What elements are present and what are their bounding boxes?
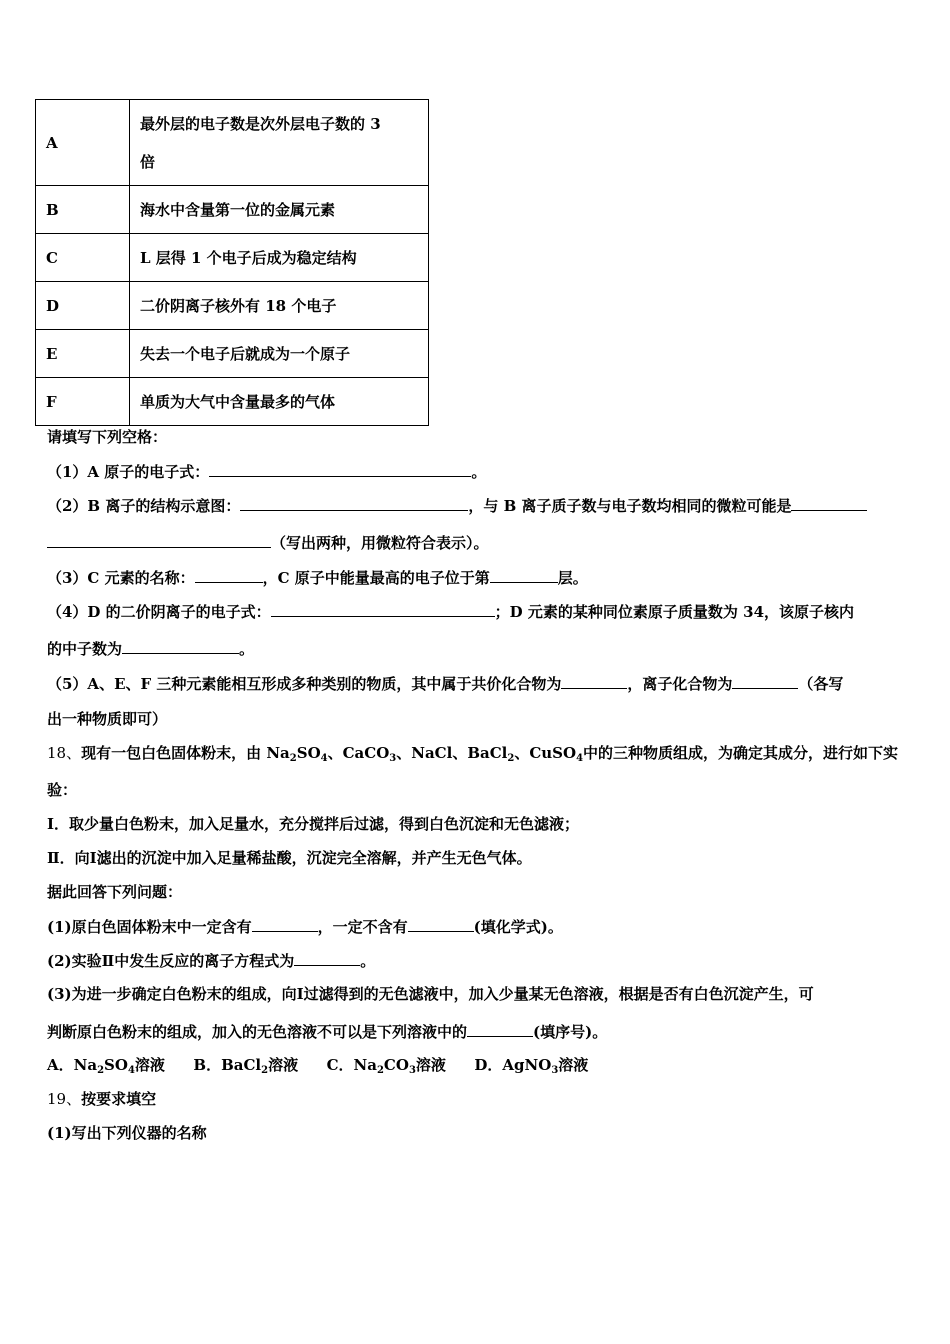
q17-part5-text3: （各写 — [798, 675, 844, 693]
q18-part3-text: 判断原白色粉末的组成，加入的无色溶液不可以是下列溶液中的 — [47, 1023, 468, 1041]
subscript: 2 — [261, 1065, 269, 1076]
answer-blank[interactable] — [561, 673, 627, 689]
option-a-text: 溶液 — [134, 1056, 165, 1074]
formula-part: 、CaCO — [327, 744, 390, 762]
q18-experiment-2: Ⅱ．向Ⅰ滤出的沉淀中加入足量稀盐酸，沉淀完全溶解，并产生无色气体。 — [47, 849, 532, 867]
q18-part1-text: (1)原白色固体粉末中一定含有 — [47, 918, 252, 936]
q17-intro: 请填写下列空格： — [47, 428, 168, 446]
q17-part5-text: （5）A、E、F 三种元素能相互形成多种类别的物质，其中属于共价化合物为 — [47, 675, 562, 693]
q17-part4-end: 。 — [239, 640, 255, 658]
q17-part4-text3: 的中子数为 — [47, 640, 123, 658]
question-separator: 、 — [66, 744, 82, 762]
subscript: 3 — [408, 1065, 416, 1076]
subscript: 4 — [320, 753, 328, 764]
answer-blank[interactable] — [122, 638, 239, 654]
q17-part3 — [47, 567, 588, 588]
q18-options — [47, 1055, 588, 1075]
table-desc: 失去一个电子后就成为一个原子 — [130, 330, 429, 378]
q18-stem-cont: 验： — [47, 781, 78, 799]
subscript: 2 — [289, 753, 297, 764]
subscript: 3 — [551, 1065, 559, 1076]
q17-part4 — [47, 601, 854, 622]
table-row — [36, 100, 429, 186]
q18-stem — [47, 743, 898, 763]
q18-part3: (3)为进一步确定白色粉末的组成，向Ⅰ过滤得到的无色滤液中，加入少量某无色溶液，根据是否有白色沉淀产生，可 — [47, 985, 814, 1003]
option-c-text: CO — [383, 1056, 409, 1074]
table-row — [36, 234, 429, 282]
table-desc: 二价阴离子核外有 18 个电子 — [130, 282, 429, 330]
table-key: D — [36, 282, 130, 330]
q17-part2-text3: （写出两种，用微粒符合表示）。 — [271, 534, 489, 552]
q17-part2-text: （2）B 离子的结构示意图： — [47, 497, 241, 515]
answer-blank[interactable] — [467, 1021, 533, 1037]
answer-blank[interactable] — [209, 461, 471, 477]
q19-part1: (1)写出下列仪器的名称 — [47, 1124, 207, 1142]
table-desc — [130, 100, 429, 186]
option-c-text: 溶液 — [415, 1056, 446, 1074]
table-desc: L 层得 1 个电子后成为稳定结构 — [130, 234, 429, 282]
answer-blank[interactable] — [294, 950, 360, 966]
table-key: E — [36, 330, 130, 378]
answer-blank[interactable] — [791, 495, 867, 511]
q17-part5-text2: ，离子化合物为 — [627, 675, 733, 693]
q18-part2 — [47, 950, 375, 971]
formula-part: 、NaCl、BaCl — [396, 744, 508, 762]
q18-part2-text: (2)实验Ⅱ中发生反应的离子方程式为 — [47, 952, 295, 970]
q18-stem-text2: 中的三种物质组成，为确定其成分，进行如下实 — [583, 744, 899, 762]
q18-part1-text2: ，一定不含有 — [317, 918, 408, 936]
element-info-table — [35, 99, 429, 426]
option-d-text: 溶液 — [558, 1056, 589, 1074]
option-b[interactable] — [193, 1056, 298, 1074]
table-key: A — [36, 100, 130, 186]
q17-part4-text: （4）D 的二价阴离子的电子式： — [47, 603, 271, 621]
subscript: 4 — [127, 1065, 135, 1076]
q17-part2-cont — [47, 532, 489, 553]
answer-blank[interactable] — [271, 601, 495, 617]
table-desc-line: 最外层的电子数是次外层电子数的 3 — [140, 114, 381, 133]
table-row — [36, 330, 429, 378]
answer-blank[interactable] — [490, 567, 558, 583]
option-d-text: D．AgNO — [474, 1056, 552, 1074]
q17-part5-cont: 出一种物质即可） — [47, 710, 168, 728]
q17-part5 — [47, 673, 843, 694]
q17-part2 — [47, 495, 867, 516]
table-row — [36, 378, 429, 426]
table-desc: 海水中含量第一位的金属元素 — [130, 186, 429, 234]
option-b-text: 溶液 — [268, 1056, 299, 1074]
option-c[interactable] — [327, 1056, 446, 1074]
q17-part1-end: 。 — [471, 463, 487, 481]
q19-title — [47, 1089, 156, 1109]
q18-ask: 据此回答下列问题： — [47, 883, 183, 901]
table-desc-line: 倍 — [140, 152, 156, 171]
q18-experiment-1: Ⅰ．取少量白色粉末，加入足量水，充分搅拌后过滤，得到白色沉淀和无色滤液； — [47, 815, 580, 833]
q18-part3-end: (填序号)。 — [533, 1023, 608, 1041]
answer-blank[interactable] — [408, 916, 474, 932]
q18-part1 — [47, 916, 563, 937]
q18-part3-cont — [47, 1021, 607, 1042]
q18-stem-text: 现有一包白色固体粉末，由 Na — [81, 744, 290, 762]
formula-part: SO — [296, 744, 321, 762]
table-desc: 单质为大气中含量最多的气体 — [130, 378, 429, 426]
q18-part1-end: (填化学式)。 — [473, 918, 563, 936]
option-a-text: A．Na — [47, 1056, 98, 1074]
option-b-text: B．BaCl — [193, 1056, 262, 1074]
answer-blank[interactable] — [47, 532, 271, 548]
answer-blank[interactable] — [240, 495, 468, 511]
q17-part3-end: 层。 — [557, 569, 588, 587]
question-separator: 、 — [66, 1090, 82, 1108]
subscript: 3 — [389, 753, 397, 764]
q17-part3-text: （3）C 元素的名称： — [47, 569, 195, 587]
table-key: B — [36, 186, 130, 234]
answer-blank[interactable] — [732, 673, 798, 689]
q19-title-text: 按要求填空 — [81, 1090, 157, 1108]
q17-part2-text2: ，与 B 离子质子数与电子数均相同的微粒可能是 — [468, 497, 792, 515]
q17-part4-text2: ；D 元素的某种同位素原子质量数为 34，该原子核内 — [494, 603, 855, 621]
subscript: 4 — [576, 753, 584, 764]
table-key: F — [36, 378, 130, 426]
option-a[interactable] — [47, 1056, 165, 1074]
answer-blank[interactable] — [195, 567, 263, 583]
subscript: 2 — [376, 1065, 384, 1076]
formula-part: 、CuSO — [514, 744, 577, 762]
subscript: 2 — [97, 1065, 105, 1076]
subscript: 2 — [507, 753, 515, 764]
q17-part4-cont — [47, 638, 254, 659]
question-number: 19 — [47, 1090, 67, 1108]
answer-blank[interactable] — [252, 916, 318, 932]
table-row — [36, 282, 429, 330]
q17-part3-text2: ，C 原子中能量最高的电子位于第 — [262, 569, 490, 587]
q17-part1 — [47, 461, 486, 482]
table-key: C — [36, 234, 130, 282]
q18-part2-end: 。 — [360, 952, 376, 970]
table-row — [36, 186, 429, 234]
option-c-text: C．Na — [326, 1056, 377, 1074]
option-d[interactable] — [474, 1056, 588, 1074]
question-number: 18 — [47, 744, 67, 762]
option-a-text: SO — [104, 1056, 128, 1074]
q17-part1-text: （1）A 原子的电子式： — [47, 463, 210, 481]
